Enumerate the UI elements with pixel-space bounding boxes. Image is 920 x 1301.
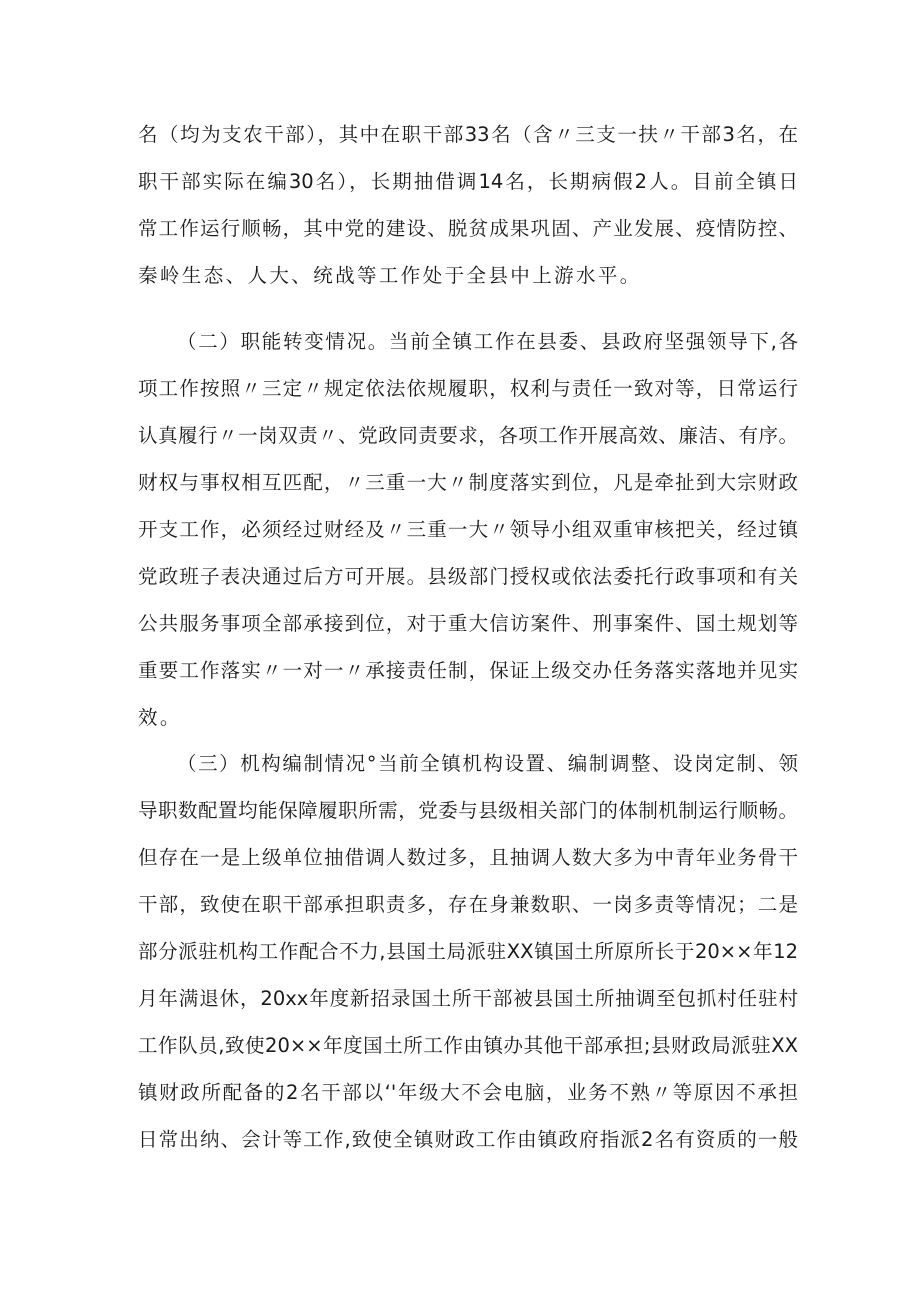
text-line: 开支工作，必须经过财经及〃三重一大〃领导小组双重审核把关，经过镇	[138, 518, 798, 541]
text-line: 名（均为支农干部），其中在职干部33名（含〃三支一扶〃干部3名，在	[138, 123, 798, 146]
text-line: 但存在一是上级单位抽借调人数过多，且抽调人数大多为中青年业务骨干	[138, 846, 798, 869]
text-line: 部分派驻机构工作配合不力,县国土局派驻XX镇国土所原所长于20××年12	[138, 940, 798, 963]
text-line: 秦岭生态、人大、统战等工作处于全县中上游水平。	[138, 264, 642, 287]
text-line: 工作队员,致使20××年度国土所工作由镇办其他干部承担;县财政局派驻XX	[138, 1034, 798, 1057]
paragraph-heading-line: （二）职能转变情况。当前全镇工作在县委、县政府坚强领导下,各	[177, 330, 798, 353]
paragraph-heading-line: （三）机构编制情况°当前全镇机构设置、编制调整、设岗定制、领	[177, 752, 798, 775]
text-line: 月年满退休，20xx年度新招录国土所干部被县国土所抽调至包抓村任驻村	[138, 987, 798, 1010]
text-line: 公共服务事项全部承接到位，对于重大信访案件、刑事案件、国土规划等	[138, 612, 798, 635]
text-line: 干部，致使在职干部承担职责多，存在身兼数职、一岗多责等情况；二是	[138, 893, 798, 916]
text-line: 党政班子表决通过后方可开展。县级部门授权或依法委托行政事项和有关	[138, 565, 798, 588]
text-line: 日常出纳、会计等工作,致使全镇财政工作由镇政府指派2名有资质的一般	[138, 1128, 798, 1151]
text-line: 导职数配置均能保障履职所需，党委与县级相关部门的体制机制运行顺畅。	[138, 799, 798, 822]
text-line: 财权与事权相互匹配，〃三重一大〃制度落实到位，凡是牵扯到大宗财政	[138, 471, 798, 494]
text-line: 镇财政所配备的2名干部以‘'年级大不会电脑，业务不熟〃等原因不承担	[138, 1081, 798, 1104]
text-line: 效。	[138, 706, 182, 729]
text-line: 重要工作落实〃一对一〃承接责任制，保证上级交办任务落实落地并见实	[138, 659, 798, 682]
text-line: 项工作按照〃三定〃规定依法依规履职，权利与责任一致对等，日常运行	[138, 377, 798, 400]
text-line: 常工作运行顺畅，其中党的建设、脱贫成果巩固、产业发展、疫情防控、	[138, 217, 798, 240]
text-line: 认真履行〃一岗双责〃、党政同责要求，各项工作开展高效、廉洁、有序。	[138, 424, 798, 447]
text-line: 职干部实际在编30名），长期抽借调14名，长期病假2人。目前全镇日	[138, 170, 798, 193]
